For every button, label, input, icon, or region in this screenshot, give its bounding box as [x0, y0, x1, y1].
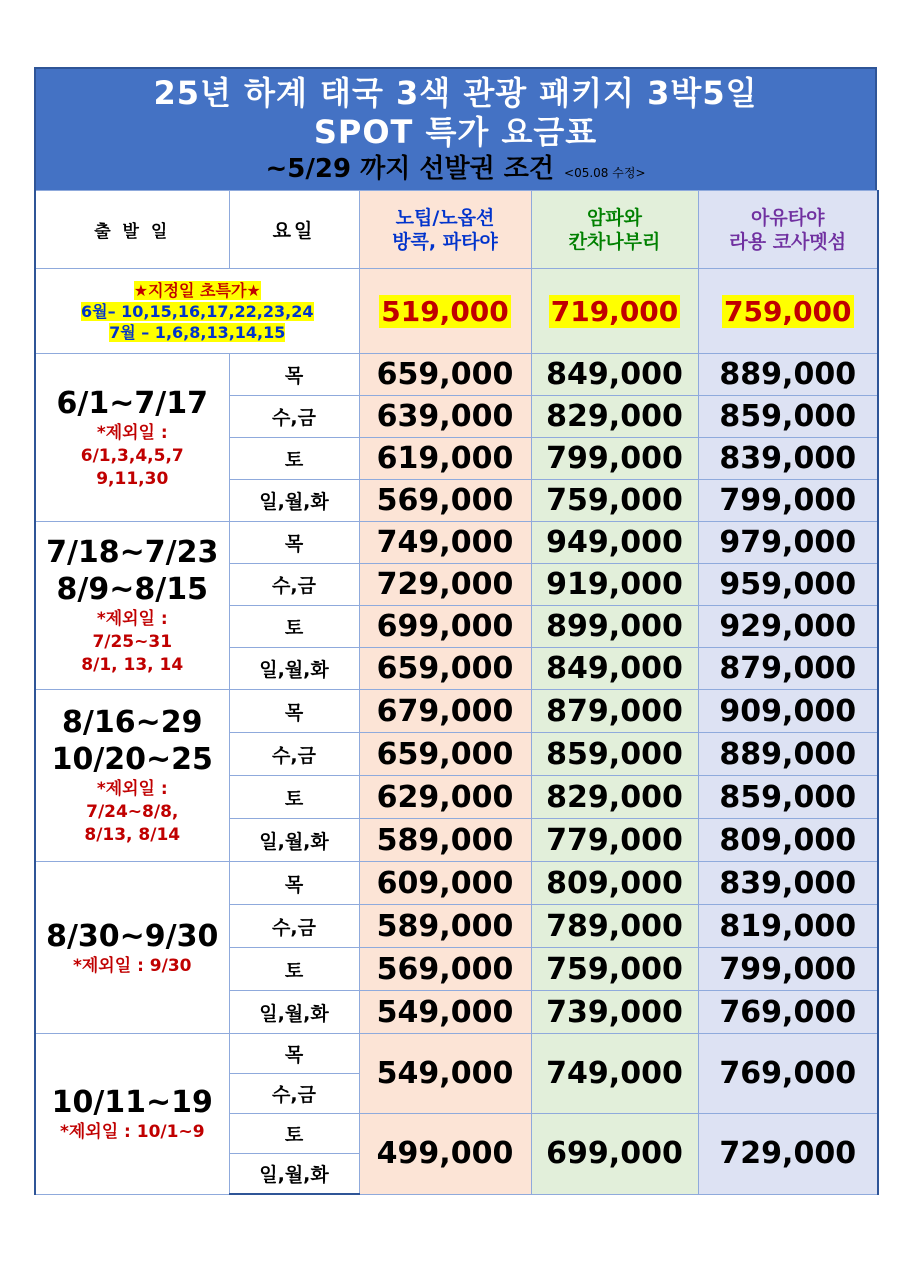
- weekday-cell: 목: [229, 354, 359, 396]
- price-cell: 569,000: [359, 948, 531, 991]
- period-cell: [35, 690, 229, 862]
- price-cell: 799,000: [698, 948, 878, 991]
- table-row: [35, 354, 878, 396]
- price-cell: 959,000: [698, 564, 878, 606]
- header-weekday: 요일: [229, 191, 359, 269]
- price-cell: 679,000: [359, 690, 531, 733]
- price-cell: 979,000: [698, 522, 878, 564]
- price-cell: 659,000: [359, 733, 531, 776]
- weekday-cell: 수,금: [229, 733, 359, 776]
- price-cell: 809,000: [531, 862, 698, 905]
- header-package-1-line1: 노팁/노옵션: [395, 206, 495, 229]
- weekday-cell: 일,월,화: [229, 480, 359, 522]
- price-cell: 799,000: [531, 438, 698, 480]
- price-cell: 849,000: [531, 354, 698, 396]
- period-label: 8/16~29: [62, 705, 203, 740]
- price-cell: 919,000: [531, 564, 698, 606]
- special-price-3: 759,000: [698, 269, 878, 354]
- price-cell: 879,000: [531, 690, 698, 733]
- title-line-3: [36, 151, 875, 191]
- exclusion-note: *제외일 : 10/1~9: [59, 1121, 205, 1142]
- price-cell: 849,000: [531, 648, 698, 690]
- price-cell: 799,000: [698, 480, 878, 522]
- special-june-dates: 6월– 10,15,16,17,22,23,24: [81, 301, 314, 321]
- price-cell: 759,000: [531, 480, 698, 522]
- price-cell: 659,000: [359, 648, 531, 690]
- price-cell: 589,000: [359, 905, 531, 948]
- price-cell: 859,000: [698, 396, 878, 438]
- price-cell: 659,000: [359, 354, 531, 396]
- price-cell: 619,000: [359, 438, 531, 480]
- price-cell: 899,000: [531, 606, 698, 648]
- price-cell: 929,000: [698, 606, 878, 648]
- price-cell: 779,000: [531, 819, 698, 862]
- weekday-cell: 일,월,화: [229, 1154, 359, 1195]
- exclusion-note: *제외일 : 9/30: [73, 955, 192, 976]
- price-cell: 639,000: [359, 396, 531, 438]
- price-cell: 699,000: [359, 606, 531, 648]
- title-banner: [34, 67, 877, 190]
- exclusion-note: *제외일 : 6/1,3,4,5,7 9,11,30: [80, 422, 184, 489]
- price-cell: 829,000: [531, 396, 698, 438]
- weekday-cell: 수,금: [229, 1074, 359, 1114]
- price-cell: 889,000: [698, 354, 878, 396]
- price-cell: 729,000: [698, 1114, 878, 1195]
- price-cell: 949,000: [531, 522, 698, 564]
- period-cell: [35, 522, 229, 690]
- period-label: 10/20~25: [51, 742, 213, 777]
- price-cell: 769,000: [698, 991, 878, 1034]
- exclusion-note: *제외일 : 7/25~31 8/1, 13, 14: [81, 609, 184, 675]
- special-title: ★지정일 초특가★: [133, 280, 261, 300]
- special-july-dates: 7월 – 1,6,8,13,14,15: [109, 322, 286, 342]
- weekday-cell: 일,월,화: [229, 991, 359, 1034]
- special-price-2: 719,000: [531, 269, 698, 354]
- price-cell: 879,000: [698, 648, 878, 690]
- period-label: 6/1~7/17: [56, 385, 208, 421]
- weekday-cell: 수,금: [229, 564, 359, 606]
- booking-condition: ~5/29 까지 선발권 조건: [265, 154, 555, 184]
- header-package-3-line2: 라용 코사멧섬: [729, 230, 847, 253]
- exclusion-note: *제외일 : 7/24~8/8, 8/13, 8/14: [84, 779, 181, 845]
- weekday-cell: 토: [229, 1114, 359, 1154]
- weekday-cell: 토: [229, 948, 359, 991]
- price-cell: 729,000: [359, 564, 531, 606]
- header-package-3: [698, 191, 878, 269]
- weekday-cell: 수,금: [229, 396, 359, 438]
- price-cell: 839,000: [698, 438, 878, 480]
- price-cell: 549,000: [359, 1034, 531, 1114]
- price-cell: 859,000: [531, 733, 698, 776]
- table-row: [35, 862, 878, 905]
- header-package-1-line2: 방콕, 파타야: [392, 230, 498, 253]
- price-cell: 499,000: [359, 1114, 531, 1195]
- special-price-1: 519,000: [359, 269, 531, 354]
- column-header-row: [35, 191, 878, 269]
- header-package-3-line1: 아유타야: [751, 206, 825, 229]
- table-row: [35, 690, 878, 733]
- price-cell: 759,000: [531, 948, 698, 991]
- special-dates-cell: [35, 269, 359, 354]
- price-cell: 829,000: [531, 776, 698, 819]
- table-row: [35, 1034, 878, 1074]
- revision-note: <05.08 수정>: [564, 166, 646, 180]
- period-label: 7/18~7/23: [46, 535, 219, 570]
- period-label: 10/11~19: [51, 1084, 213, 1120]
- header-package-2: [531, 191, 698, 269]
- price-cell: 749,000: [359, 522, 531, 564]
- period-cell: [35, 1034, 229, 1195]
- special-dates-row: [35, 269, 878, 354]
- weekday-cell: 목: [229, 690, 359, 733]
- weekday-cell: 토: [229, 438, 359, 480]
- header-package-2-line1: 암파와: [586, 206, 643, 229]
- weekday-cell: 일,월,화: [229, 819, 359, 862]
- title-line-1: 25년 하계 태국 3색 관광 패키지 3박5일: [153, 74, 758, 112]
- period-label: 8/30~9/30: [46, 918, 219, 954]
- header-package-2-line2: 칸차나부리: [568, 230, 661, 253]
- title-line-2: SPOT 특가 요금표: [313, 113, 598, 151]
- price-sheet: [34, 67, 877, 1195]
- weekday-cell: 일,월,화: [229, 648, 359, 690]
- weekday-cell: 토: [229, 776, 359, 819]
- price-cell: 909,000: [698, 690, 878, 733]
- weekday-cell: 목: [229, 522, 359, 564]
- price-cell: 749,000: [531, 1034, 698, 1114]
- price-cell: 589,000: [359, 819, 531, 862]
- price-cell: 809,000: [698, 819, 878, 862]
- price-cell: 699,000: [531, 1114, 698, 1195]
- period-label: 8/9~8/15: [56, 572, 208, 607]
- header-package-1: [359, 191, 531, 269]
- price-cell: 859,000: [698, 776, 878, 819]
- header-departure-date: 출 발 일: [35, 191, 229, 269]
- weekday-cell: 목: [229, 1034, 359, 1074]
- price-cell: 789,000: [531, 905, 698, 948]
- period-cell: [35, 354, 229, 522]
- price-cell: 769,000: [698, 1034, 878, 1114]
- price-cell: 839,000: [698, 862, 878, 905]
- price-cell: 819,000: [698, 905, 878, 948]
- period-cell: [35, 862, 229, 1034]
- price-cell: 739,000: [531, 991, 698, 1034]
- price-cell: 569,000: [359, 480, 531, 522]
- table-row: [35, 522, 878, 564]
- weekday-cell: 목: [229, 862, 359, 905]
- price-table: [34, 190, 879, 1195]
- weekday-cell: 토: [229, 606, 359, 648]
- price-cell: 889,000: [698, 733, 878, 776]
- price-cell: 629,000: [359, 776, 531, 819]
- price-cell: 609,000: [359, 862, 531, 905]
- price-cell: 549,000: [359, 991, 531, 1034]
- weekday-cell: 수,금: [229, 905, 359, 948]
